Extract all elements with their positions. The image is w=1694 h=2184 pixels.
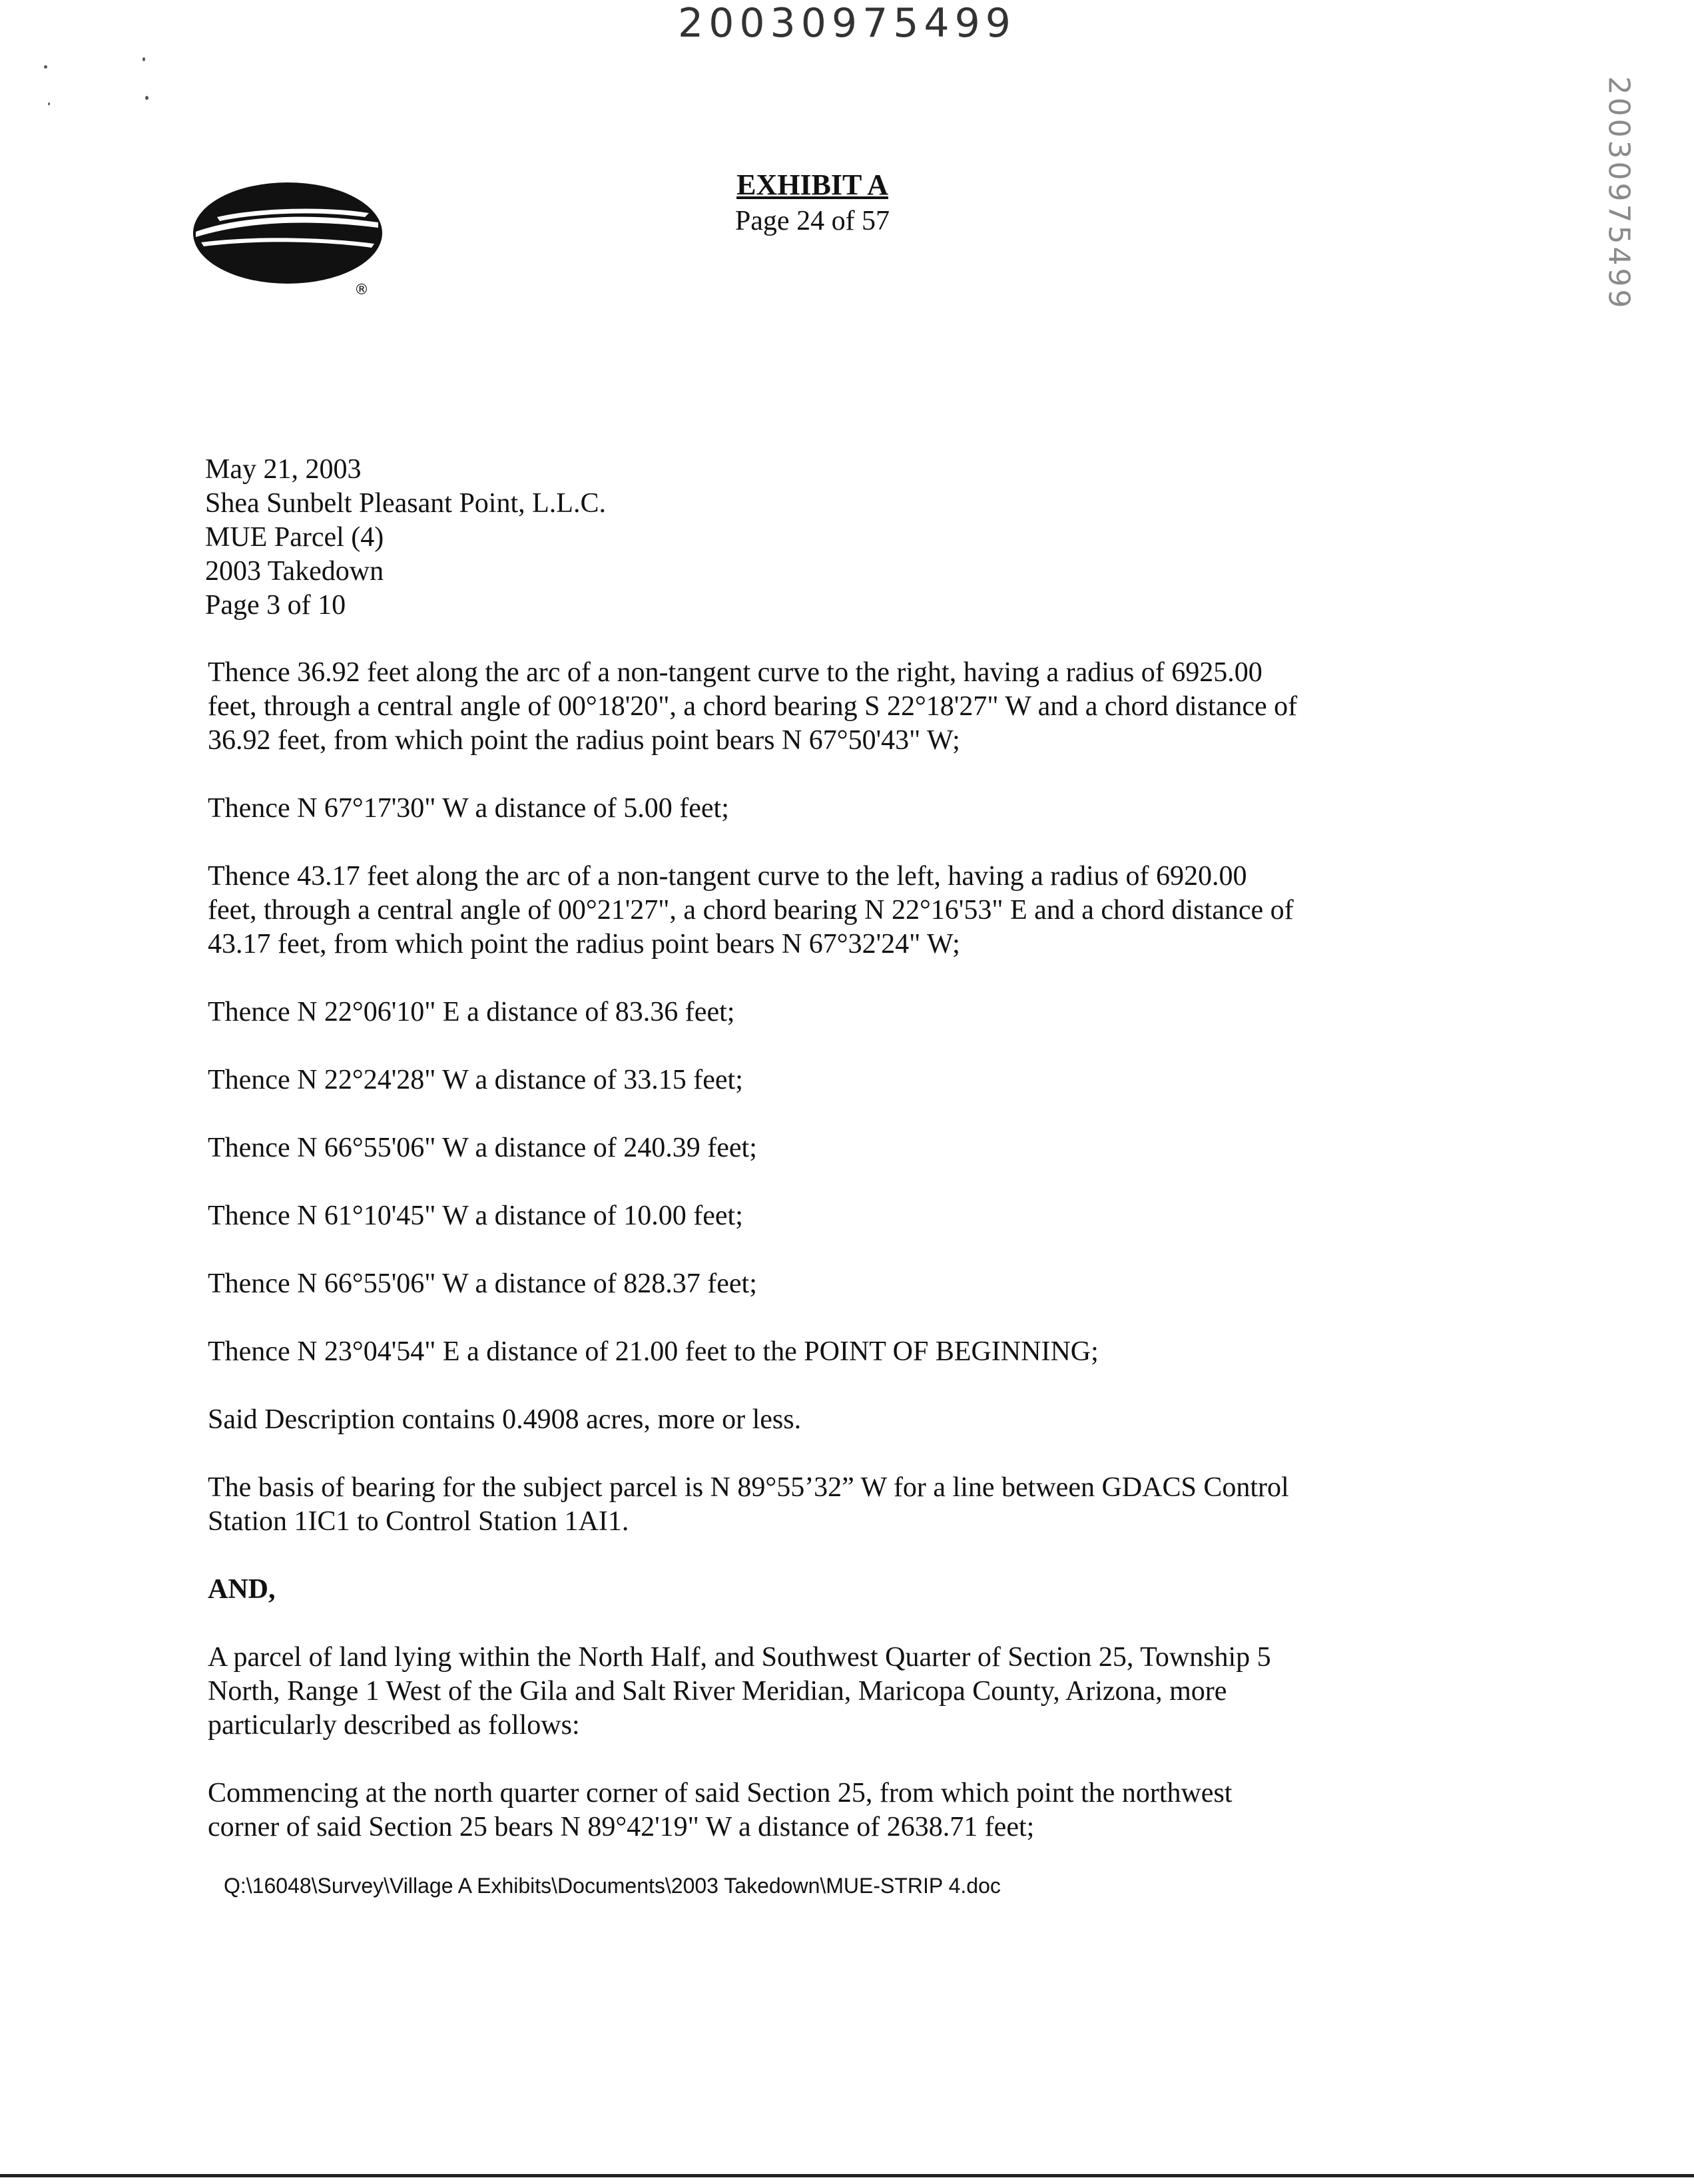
paragraph-curve-right — [208, 656, 1619, 758]
text-line: Said Description contains 0.4908 acres, more or less. — [208, 1404, 802, 1435]
meta-company: Shea Sunbelt Pleasant Point, L.L.C. — [205, 488, 606, 519]
side-stamp — [1589, 76, 1649, 310]
text-line: feet, through a central angle of 00°21'27", a chord bearing N 22°16'53" E and a chord distance of — [208, 895, 1294, 926]
paragraph-basis-of-bearing — [208, 1471, 1619, 1539]
scan-speck — [145, 96, 148, 100]
side-stamp-text: 20030975499 — [1601, 76, 1636, 310]
legal-description — [208, 656, 1619, 1844]
paragraph-and — [208, 1573, 1619, 1607]
paragraph-course — [208, 1199, 1619, 1233]
text-line: Thence 43.17 feet along the arc of a non-tangent curve to the left, having a radius of 6920.00 — [208, 861, 1247, 892]
exhibit-header — [679, 166, 946, 238]
paragraph-course — [208, 1063, 1619, 1097]
paragraph-commencing — [208, 1776, 1619, 1844]
scan-speck — [142, 57, 145, 61]
text-line: North, Range 1 West of the Gila and Salt River Meridian, Maricopa County, Arizona, more — [208, 1676, 1227, 1707]
text-line: Commencing at the north quarter corner of said Section 25, from which point the northwest — [208, 1778, 1233, 1808]
paragraph-parcel-intro — [208, 1641, 1619, 1743]
meta-parcel: MUE Parcel (4) — [205, 522, 384, 553]
meta-page: Page 3 of 10 — [205, 590, 346, 621]
text-line: particularly described as follows: — [208, 1710, 580, 1741]
text-line: corner of said Section 25 bears N 89°42'19" W a distance of 2638.71 feet; — [208, 1812, 1035, 1842]
file-path-footer: Q:\16048\Survey\Village A Exhibits\Documents\2003 Takedown\MUE-STRIP 4.doc — [224, 1874, 1001, 1898]
text-line: Station 1IC1 to Control Station 1AI1. — [208, 1506, 629, 1537]
paragraph-point-of-beginning — [208, 1335, 1619, 1369]
document-meta — [205, 453, 606, 623]
meta-takedown: 2003 Takedown — [205, 556, 384, 587]
exhibit-title: EXHIBIT A — [736, 168, 888, 201]
paragraph-course — [208, 995, 1619, 1029]
registered-mark: ® — [354, 282, 369, 298]
text-line: Thence 36.92 feet along the arc of a non-tangent curve to the right, having a radius of 6925.00 — [208, 657, 1263, 688]
text-line: Thence N 61°10'45" W a distance of 10.00 feet; — [208, 1201, 743, 1231]
paragraph-course — [208, 792, 1619, 826]
paragraph-curve-left — [208, 860, 1619, 961]
shea-s-oval-logo-icon — [190, 178, 390, 298]
text-line: The basis of bearing for the subject parcel is N 89°55’32” W for a line between GDACS Control — [208, 1472, 1289, 1503]
text-line: 43.17 feet, from which point the radius point bears N 67°32'24" W; — [208, 929, 960, 959]
text-line: feet, through a central angle of 00°18'20", a chord bearing S 22°18'27" W and a chord distance of — [208, 691, 1298, 722]
paragraph-course — [208, 1131, 1619, 1165]
scan-speck — [44, 65, 47, 69]
text-line: Thence N 66°55'06" W a distance of 828.37 feet; — [208, 1268, 757, 1299]
text-line: Thence N 66°55'06" W a distance of 240.39 feet; — [208, 1133, 757, 1163]
scan-speck — [48, 103, 50, 105]
company-logo — [190, 178, 390, 298]
text-line: Thence N 22°24'28" W a distance of 33.15 feet; — [208, 1065, 743, 1095]
text-line: 36.92 feet, from which point the radius point bears N 67°50'43" W; — [208, 725, 960, 756]
paragraph-course — [208, 1267, 1619, 1301]
text-line: AND, — [208, 1574, 276, 1605]
paragraph-acreage — [208, 1403, 1619, 1437]
text-line: A parcel of land lying within the North Half, and Southwest Quarter of Section 25, Township 5 — [208, 1642, 1271, 1673]
bottom-rule — [0, 2174, 1694, 2177]
meta-date: May 21, 2003 — [205, 454, 362, 485]
text-line: Thence N 23°04'54" E a distance of 21.00 feet to the POINT OF BEGINNING; — [208, 1336, 1099, 1367]
exhibit-page-number: Page 24 of 57 — [734, 206, 890, 236]
document-number: 20030975499 — [678, 0, 1016, 47]
text-line: Thence N 22°06'10" E a distance of 83.36 feet; — [208, 997, 735, 1027]
text-line: Thence N 67°17'30" W a distance of 5.00 feet; — [208, 793, 729, 824]
